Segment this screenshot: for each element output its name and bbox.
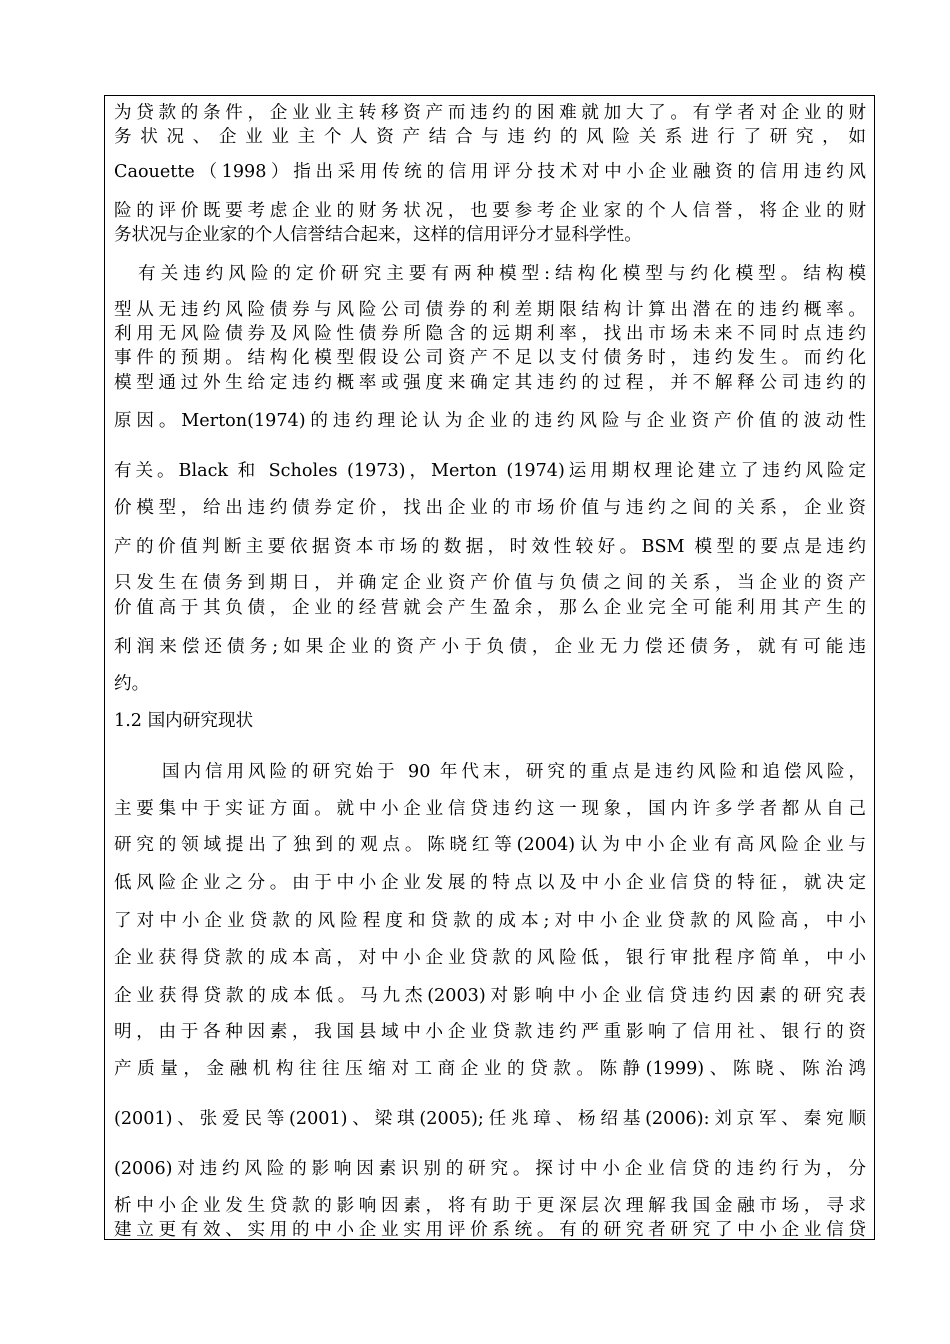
text-line: 型从无违约风险债券与风险公司债券的利差期限结构计算出潜在的违约概率。 <box>114 300 866 320</box>
text-line: 低风险企业之分。由于中小企业发展的特点以及中小企业信贷的特征，就决定 <box>114 873 866 893</box>
text-line: 主要集中于实证方面。就中小企业信贷违约这一现象，国内许多学者都从自己 <box>114 799 866 819</box>
text-line: (2006)对违约风险的影响因素识别的研究。探讨中小企业信贷的违约行为，分 <box>114 1159 866 1179</box>
text-line: 国内信用风险的研究始于 90 年代末，研究的重点是违约风险和追偿风险， <box>162 762 866 782</box>
text-line: 研究的领域提出了独到的观点。陈晓红等(2004)认为中小企业有高风险企业与 <box>114 835 866 855</box>
text-line: 产的价值判断主要依据资本市场的数据，时效性较好。BSM 模型的要点是违约 <box>114 537 866 557</box>
text-line: 事件的预期。结构化模型假设公司资产不足以支付债务时，违约发生。而约化 <box>114 348 866 368</box>
text-line: 有关。Black 和 Scholes (1973)，Merton (1974)运用期权理论建立了违约风险定 <box>114 461 866 481</box>
text-line: 务状况与企业家的个人信誉结合起来，这样的信用评分才显科学性。 <box>114 225 642 245</box>
text-line: 模型通过外生给定违约概率或强度来确定其违约的过程，并不解释公司违约的 <box>114 373 866 393</box>
text-line: 析中小企业发生贷款的影响因素，将有助于更深层次理解我国金融市场，寻求 <box>114 1196 866 1216</box>
text-line: 企业获得贷款的成本高，对中小企业贷款的风险低，银行审批程序简单，中小 <box>114 948 866 968</box>
text-line: 明，由于各种因素，我国县域中小企业贷款违约严重影响了信用社、银行的资 <box>114 1022 866 1042</box>
text-line: 为贷款的条件，企业业主转移资产而违约的困难就加大了。有学者对企业的财 <box>114 103 866 123</box>
text-line: 价值高于其负债，企业的经营就会产生盈余，那么企业完全可能利用其产生的 <box>114 598 866 618</box>
text-line: 价模型，给出违约债券定价，找出企业的市场价值与违约之间的关系，企业资 <box>114 498 866 518</box>
text-line: (2001)、张爱民等(2001)、梁琪(2005);任兆璋、杨绍基(2006):刘京军、秦宛顺 <box>114 1109 866 1129</box>
text-line: 产质量，金融机构往往压缩对工商企业的贷款。陈静(1999)、陈晓、陈治鸿 <box>114 1059 866 1079</box>
text-line: 利用无风险债券及风险性债券所隐含的远期利率，找出市场未来不同时点违约 <box>114 324 866 344</box>
text-line: 只发生在债务到期日，并确定企业资产价值与负债之间的关系，当企业的资产 <box>114 573 866 593</box>
text-line: 原因。Merton(1974)的违约理论认为企业的违约风险与企业资产价值的波动性 <box>114 411 866 431</box>
section-heading: 1.2 国内研究现状 <box>114 711 254 731</box>
text-line: 企业获得贷款的成本低。马九杰(2003)对影响中小企业信贷违约因素的研究表 <box>114 986 866 1006</box>
text-line: 利润来偿还债务;如果企业的资产小于负债，企业无力偿还债务，就有可能违 <box>114 637 866 657</box>
text-line: 了对中小企业贷款的风险程度和贷款的成本;对中小企业贷款的风险高，中小 <box>114 911 866 931</box>
text-line: 建立更有效、实用的中小企业实用评价系统。有的研究者研究了中小企业信贷 <box>114 1220 866 1240</box>
text-line: 约。 <box>114 674 150 694</box>
text-line: 务状况、企业业主个人资产结合与违约的风险关系进行了研究，如 <box>114 127 866 147</box>
text-line: Caouette（1998）指出采用传统的信用评分技术对中小企业融资的信用违约风 <box>114 162 866 182</box>
text-line: 险的评价既要考虑企业的财务状况，也要参考企业家的个人信誉，将企业的财 <box>114 201 866 221</box>
text-line: 有关违约风险的定价研究主要有两种模型:结构化模型与约化模型。结构模 <box>138 264 866 284</box>
